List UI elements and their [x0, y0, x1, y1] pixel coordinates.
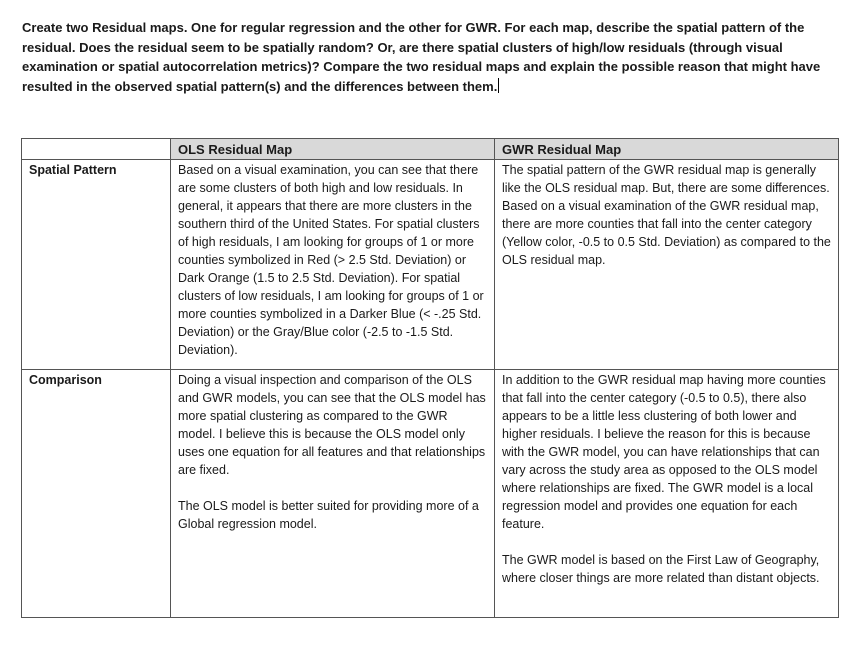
cell-gwr-spatial-pattern — [495, 160, 839, 370]
text-cursor — [498, 78, 499, 93]
residual-map-table — [21, 138, 839, 618]
header-gwr-residual-map: GWR Residual Map — [495, 139, 839, 160]
header-ols-residual-map: OLS Residual Map — [171, 139, 495, 160]
gwr-spatial-pattern-text: The spatial pattern of the GWR residual map is generally like the OLS residual map. But, there are some differences. Based on a visual examination of the GWR residual map, there are more counties that fall into the center category (Yellow color, -0.5 to 0.5 Std. Deviation) as compared to the OLS residual map. — [502, 163, 831, 267]
gwr-comparison-paragraph-1: In addition to the GWR residual map having more counties that fall into the center category (-0.5 to 0.5), there also appears to be a little less clustering of both lower and higher residuals. I believe the reason for this is because with the GWR model, you can have relationships that can vary across the study area as opposed to the OLS model where relationships are fixed. The GWR model is a local regression model and provides one equation for each feature. — [502, 373, 826, 531]
ols-comparison-paragraph-2: The OLS model is better suited for providing more of a Global regression model. — [178, 499, 479, 531]
assignment-prompt-text: Create two Residual maps. One for regular regression and the other for GWR. For each map, describe the spatial pattern of the residual. Does the residual seem to be spatially random? Or, are there spatial clusters of high/low residuals (through visual examination or spatial autocorrelation metrics)? Compare the two residual maps and explain the possible reason that might have resulted in the observed spatial pattern(s) and the differences between them. — [22, 20, 821, 94]
row-label-spatial-pattern: Spatial Pattern — [22, 160, 171, 370]
cell-ols-spatial-pattern — [171, 160, 495, 370]
table-header-row — [22, 139, 839, 160]
table-row-spatial-pattern — [22, 160, 839, 370]
cell-gwr-comparison — [495, 370, 839, 618]
cell-ols-comparison — [171, 370, 495, 618]
ols-comparison-paragraph-1: Doing a visual inspection and comparison of the OLS and GWR models, you can see that the OLS model has more spatial clustering as compared to the GWR model. I believe this is because the OLS model only uses one equation for all features and that relationships are fixed. — [178, 373, 486, 477]
ols-spatial-pattern-text: Based on a visual examination, you can see that there are some clusters of both high and low residuals. In general, it appears that there are more clusters in the southern third of the United States. For spatial clusters of high residuals, I am looking for groups of 1 or more counties symbolized in Red (> 2.5 Std. Deviation) or Dark Orange (1.5 to 2.5 Std. Deviation). For spatial clusters of low residuals, I am looking for groups of 1 or more counties symbolized in a Darker Blue (< -.25 Std. Deviation) or the Gray/Blue color (-2.5 to -1.5 Std. Deviation). — [178, 163, 484, 357]
gwr-comparison-paragraph-2: The GWR model is based on the First Law of Geography, where closer things are more related than distant objects. — [502, 553, 820, 585]
assignment-prompt — [22, 18, 822, 96]
row-label-comparison: Comparison — [22, 370, 171, 618]
table-row-comparison — [22, 370, 839, 618]
header-blank-cell — [22, 139, 171, 160]
